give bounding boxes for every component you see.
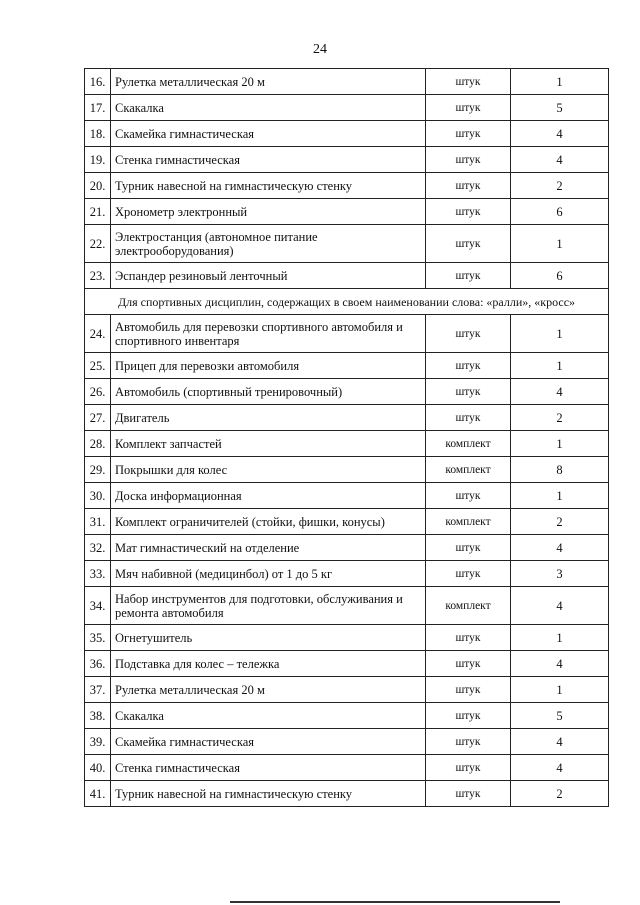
item-name-cell: Подставка для колес – тележка bbox=[111, 651, 426, 677]
item-name-cell: Прицеп для перевозки автомобиля bbox=[111, 353, 426, 379]
item-name-cell: Двигатель bbox=[111, 405, 426, 431]
row-number-cell: 38. bbox=[85, 703, 111, 729]
row-number-cell: 41. bbox=[85, 781, 111, 807]
unit-cell: штук bbox=[426, 263, 511, 289]
table-row bbox=[85, 199, 609, 225]
quantity-cell: 6 bbox=[511, 199, 609, 225]
quantity-cell: 8 bbox=[511, 457, 609, 483]
item-name-cell: Скамейка гимнастическая bbox=[111, 121, 426, 147]
row-number-cell: 25. bbox=[85, 353, 111, 379]
table-body-part-b bbox=[85, 315, 609, 807]
row-number-cell: 33. bbox=[85, 561, 111, 587]
row-number-cell: 34. bbox=[85, 587, 111, 625]
item-name-cell: Турник навесной на гимнастическую стенку bbox=[111, 781, 426, 807]
page-number: 24 bbox=[313, 42, 327, 57]
table-row bbox=[85, 677, 609, 703]
item-name-cell: Рулетка металлическая 20 м bbox=[111, 677, 426, 703]
row-number-cell: 39. bbox=[85, 729, 111, 755]
unit-cell: комплект bbox=[426, 509, 511, 535]
row-number-cell: 29. bbox=[85, 457, 111, 483]
item-name-cell: Огнетушитель bbox=[111, 625, 426, 651]
row-number-cell: 27. bbox=[85, 405, 111, 431]
table-row bbox=[85, 263, 609, 289]
table-row bbox=[85, 755, 609, 781]
quantity-cell: 1 bbox=[511, 69, 609, 95]
row-number-cell: 22. bbox=[85, 225, 111, 263]
unit-cell: штук bbox=[426, 379, 511, 405]
item-name-cell: Комплект запчастей bbox=[111, 431, 426, 457]
table-row bbox=[85, 703, 609, 729]
quantity-cell: 3 bbox=[511, 561, 609, 587]
table-row bbox=[85, 483, 609, 509]
table-row bbox=[85, 781, 609, 807]
row-number-cell: 23. bbox=[85, 263, 111, 289]
row-number-cell: 28. bbox=[85, 431, 111, 457]
quantity-cell: 1 bbox=[511, 625, 609, 651]
item-name-cell: Скакалка bbox=[111, 95, 426, 121]
table-row bbox=[85, 729, 609, 755]
item-name-cell: Скамейка гимнастическая bbox=[111, 729, 426, 755]
unit-cell: штук bbox=[426, 651, 511, 677]
table-row bbox=[85, 651, 609, 677]
quantity-cell: 1 bbox=[511, 225, 609, 263]
unit-cell: штук bbox=[426, 703, 511, 729]
row-number-cell: 24. bbox=[85, 315, 111, 353]
row-number-cell: 17. bbox=[85, 95, 111, 121]
item-name-cell: Электростанция (автономное питание электрооборудования) bbox=[111, 225, 426, 263]
quantity-cell: 2 bbox=[511, 405, 609, 431]
section-title: Для спортивных дисциплин, содержащих в своем наименовании слова: «ралли», «кросс» bbox=[85, 289, 609, 315]
unit-cell: комплект bbox=[426, 587, 511, 625]
item-name-cell: Хронометр электронный bbox=[111, 199, 426, 225]
item-name-cell: Скакалка bbox=[111, 703, 426, 729]
item-name-cell: Автомобиль для перевозки спортивного автомобиля и спортивного инвентаря bbox=[111, 315, 426, 353]
quantity-cell: 4 bbox=[511, 651, 609, 677]
unit-cell: штук bbox=[426, 225, 511, 263]
unit-cell: штук bbox=[426, 353, 511, 379]
unit-cell: штук bbox=[426, 405, 511, 431]
unit-cell: штук bbox=[426, 95, 511, 121]
quantity-cell: 1 bbox=[511, 677, 609, 703]
table-row bbox=[85, 147, 609, 173]
unit-cell: штук bbox=[426, 315, 511, 353]
quantity-cell: 5 bbox=[511, 95, 609, 121]
row-number-cell: 19. bbox=[85, 147, 111, 173]
row-number-cell: 20. bbox=[85, 173, 111, 199]
table-row bbox=[85, 405, 609, 431]
item-name-cell: Комплект ограничителей (стойки, фишки, конусы) bbox=[111, 509, 426, 535]
table-body-part-a bbox=[85, 69, 609, 289]
quantity-cell: 6 bbox=[511, 263, 609, 289]
table-row bbox=[85, 431, 609, 457]
item-name-cell: Мат гимнастический на отделение bbox=[111, 535, 426, 561]
table-row bbox=[85, 315, 609, 353]
item-name-cell: Стенка гимнастическая bbox=[111, 755, 426, 781]
table-row bbox=[85, 587, 609, 625]
quantity-cell: 2 bbox=[511, 509, 609, 535]
equipment-table bbox=[84, 68, 609, 807]
table-row bbox=[85, 379, 609, 405]
item-name-cell: Набор инструментов для подготовки, обслуживания и ремонта автомобиля bbox=[111, 587, 426, 625]
table-row bbox=[85, 561, 609, 587]
table-row bbox=[85, 625, 609, 651]
row-number-cell: 35. bbox=[85, 625, 111, 651]
table-row bbox=[85, 457, 609, 483]
row-number-cell: 26. bbox=[85, 379, 111, 405]
quantity-cell: 5 bbox=[511, 703, 609, 729]
table-row bbox=[85, 509, 609, 535]
unit-cell: штук bbox=[426, 147, 511, 173]
quantity-cell: 1 bbox=[511, 483, 609, 509]
row-number-cell: 40. bbox=[85, 755, 111, 781]
item-name-cell: Стенка гимнастическая bbox=[111, 147, 426, 173]
row-number-cell: 16. bbox=[85, 69, 111, 95]
quantity-cell: 1 bbox=[511, 315, 609, 353]
unit-cell: штук bbox=[426, 677, 511, 703]
unit-cell: штук bbox=[426, 199, 511, 225]
table-row bbox=[85, 95, 609, 121]
table-row bbox=[85, 353, 609, 379]
quantity-cell: 4 bbox=[511, 755, 609, 781]
row-number-cell: 36. bbox=[85, 651, 111, 677]
quantity-cell: 1 bbox=[511, 431, 609, 457]
unit-cell: штук bbox=[426, 755, 511, 781]
item-name-cell: Рулетка металлическая 20 м bbox=[111, 69, 426, 95]
unit-cell: штук bbox=[426, 173, 511, 199]
row-number-cell: 32. bbox=[85, 535, 111, 561]
unit-cell: штук bbox=[426, 729, 511, 755]
quantity-cell: 4 bbox=[511, 147, 609, 173]
unit-cell: штук bbox=[426, 561, 511, 587]
unit-cell: комплект bbox=[426, 431, 511, 457]
table-row bbox=[85, 173, 609, 199]
section-header bbox=[85, 289, 609, 315]
row-number-cell: 18. bbox=[85, 121, 111, 147]
quantity-cell: 2 bbox=[511, 173, 609, 199]
quantity-cell: 4 bbox=[511, 535, 609, 561]
bottom-scan-line bbox=[230, 901, 560, 903]
unit-cell: штук bbox=[426, 483, 511, 509]
row-number-cell: 21. bbox=[85, 199, 111, 225]
table-row bbox=[85, 69, 609, 95]
row-number-cell: 30. bbox=[85, 483, 111, 509]
unit-cell: штук bbox=[426, 781, 511, 807]
unit-cell: штук bbox=[426, 69, 511, 95]
quantity-cell: 4 bbox=[511, 379, 609, 405]
item-name-cell: Автомобиль (спортивный тренировочный) bbox=[111, 379, 426, 405]
unit-cell: штук bbox=[426, 625, 511, 651]
item-name-cell: Мяч набивной (медицинбол) от 1 до 5 кг bbox=[111, 561, 426, 587]
quantity-cell: 4 bbox=[511, 121, 609, 147]
unit-cell: штук bbox=[426, 535, 511, 561]
unit-cell: штук bbox=[426, 121, 511, 147]
row-number-cell: 31. bbox=[85, 509, 111, 535]
quantity-cell: 2 bbox=[511, 781, 609, 807]
quantity-cell: 1 bbox=[511, 353, 609, 379]
item-name-cell: Доска информационная bbox=[111, 483, 426, 509]
item-name-cell: Турник навесной на гимнастическую стенку bbox=[111, 173, 426, 199]
quantity-cell: 4 bbox=[511, 729, 609, 755]
unit-cell: комплект bbox=[426, 457, 511, 483]
table-row bbox=[85, 535, 609, 561]
item-name-cell: Эспандер резиновый ленточный bbox=[111, 263, 426, 289]
row-number-cell: 37. bbox=[85, 677, 111, 703]
table-row bbox=[85, 225, 609, 263]
item-name-cell: Покрышки для колес bbox=[111, 457, 426, 483]
table-row bbox=[85, 121, 609, 147]
quantity-cell: 4 bbox=[511, 587, 609, 625]
